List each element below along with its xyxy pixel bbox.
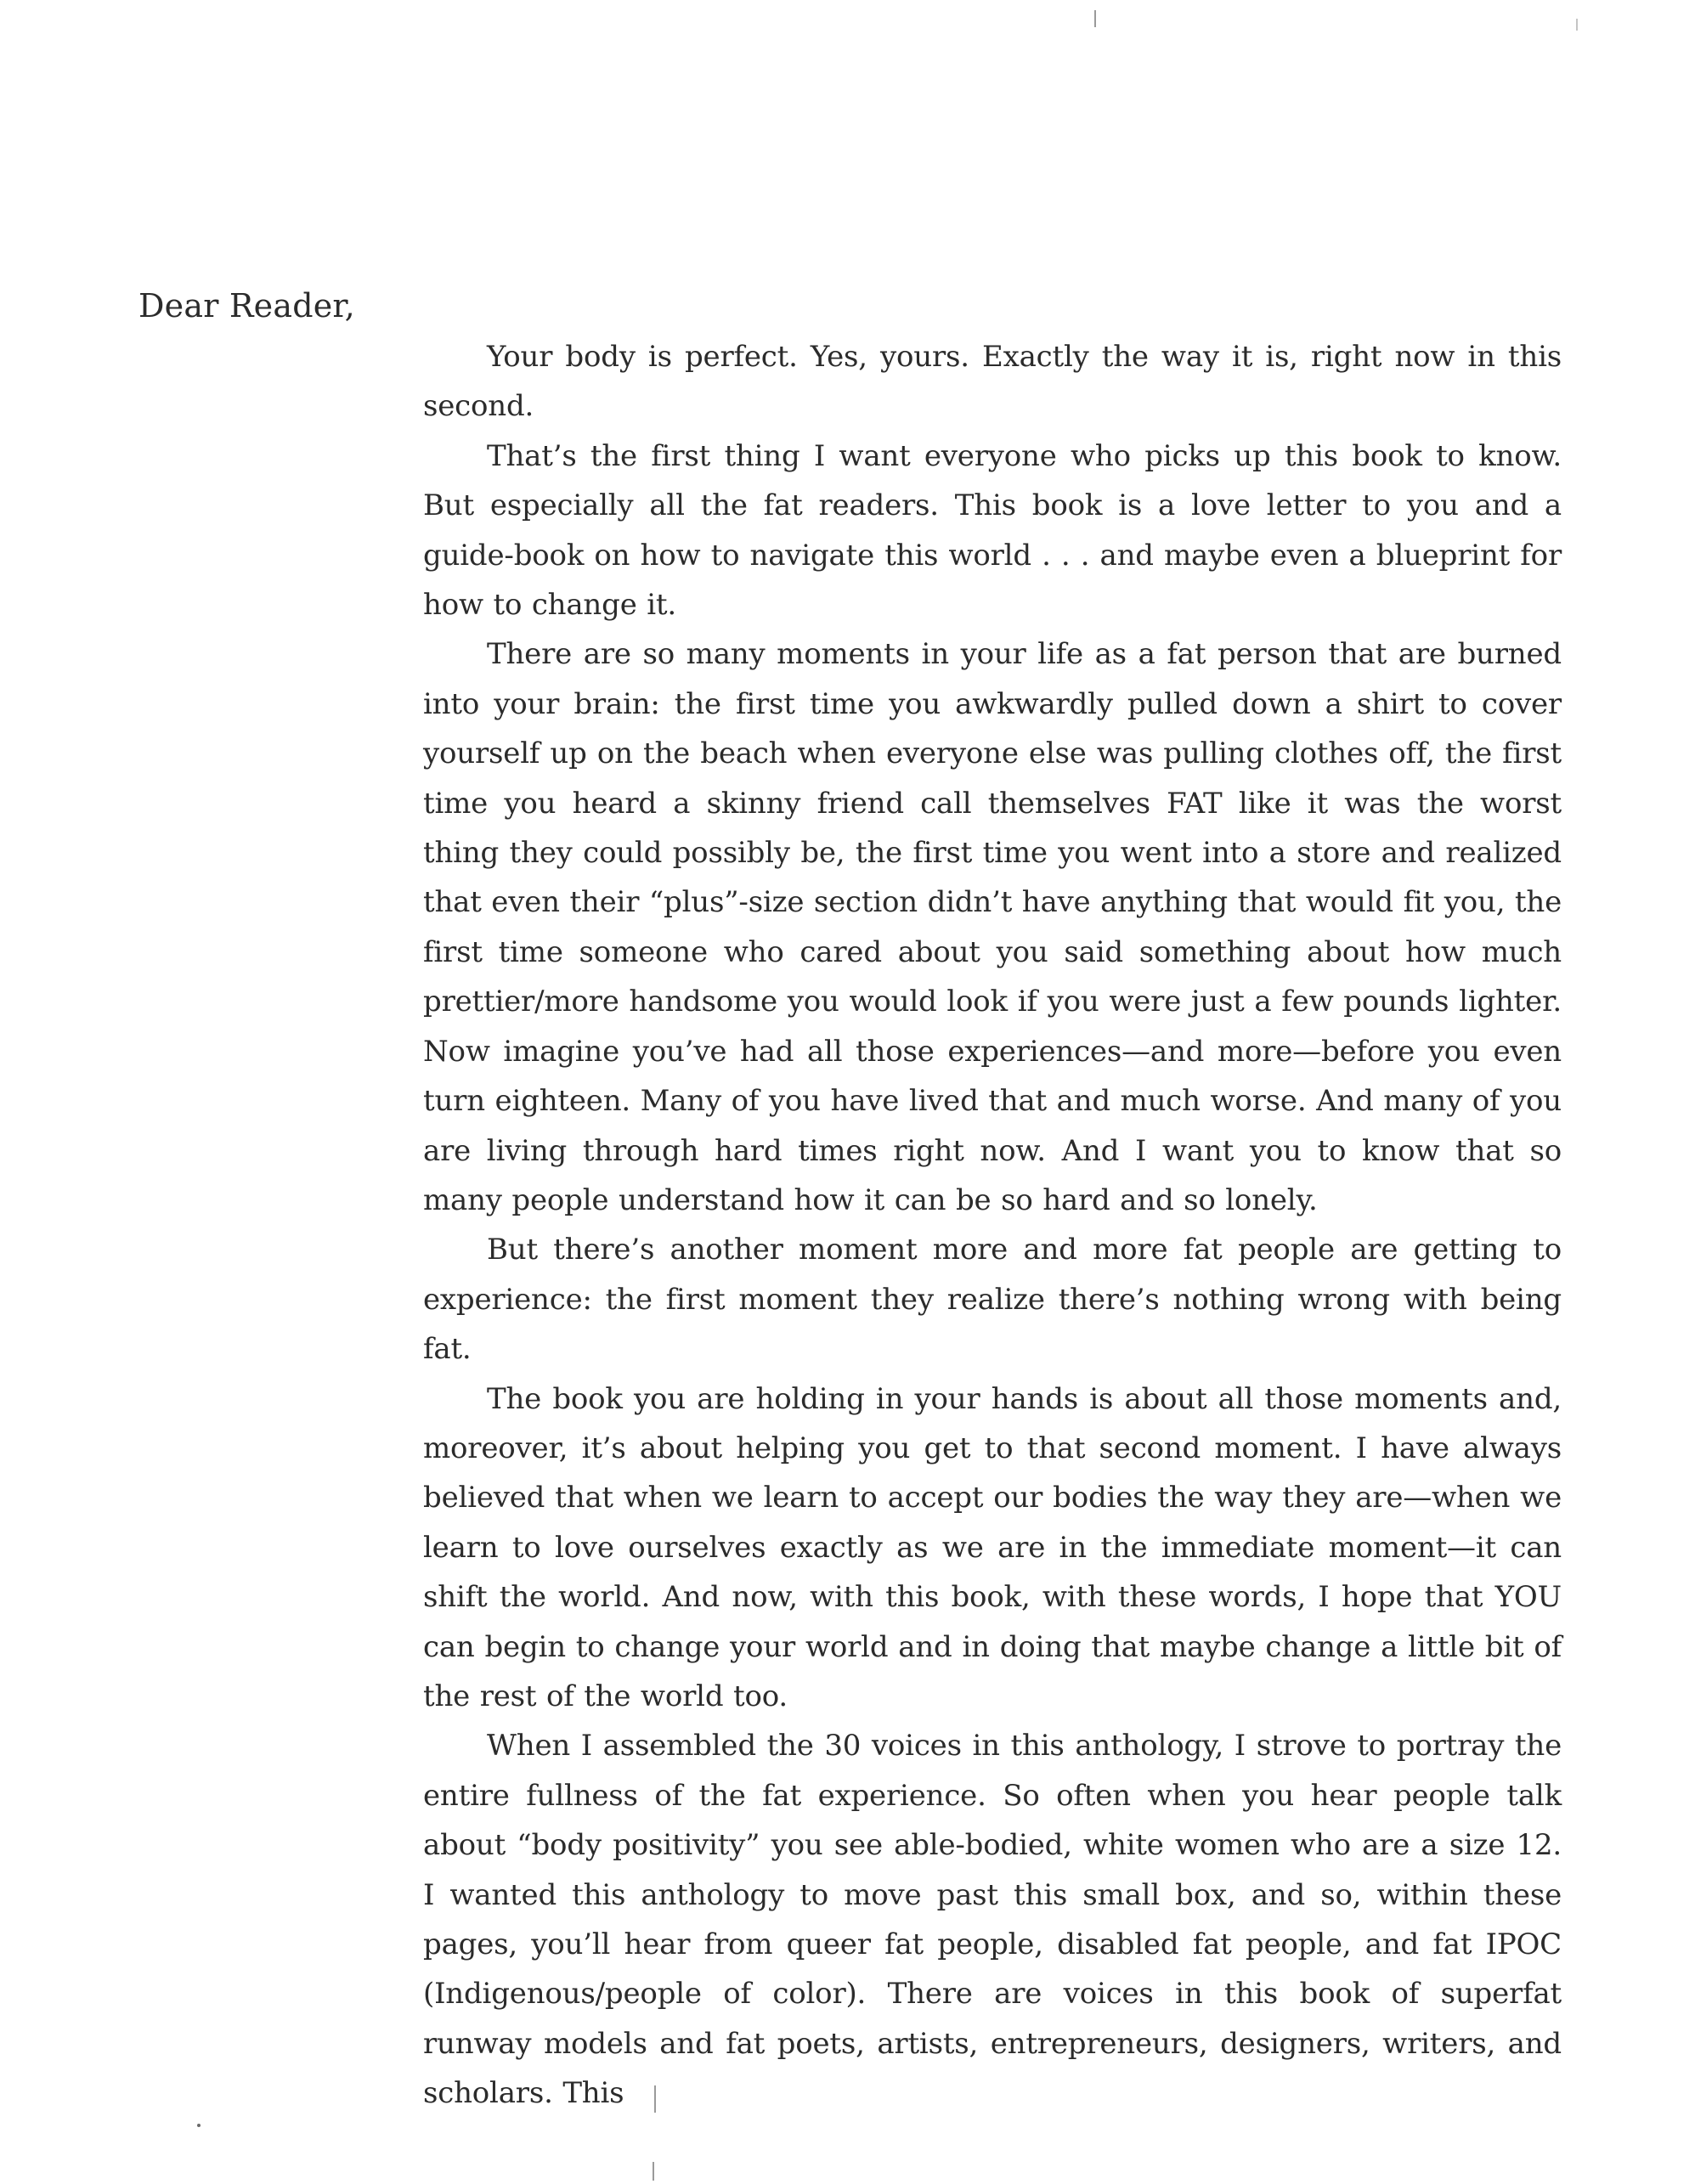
paragraph: That’s the first thing I want everyone who picks up this book to know. But especially all the fat readers. This book is a love letter to you and a guide-book on how to navigate this world . . . and maybe even a blueprint for how to change it.	[423, 438, 1562, 623]
salutation: Dear Reader,	[138, 287, 355, 324]
letter-body	[423, 332, 1562, 2119]
scan-speck	[197, 2124, 201, 2127]
paragraph: When I assembled the 30 voices in this anthology, I strove to portray the entire fullness of the fat experience. So often when you hear people talk about “body positivity” you see able-bodied, white women who are a size 12. I wanted this anthology to move past this small box, and so, within these pages, you’ll hear from queer fat people, disabled fat people, and fat IPOC (Indigenous/people of color). There are voices in this book of superfat runway models and fat poets, artists, entrepreneurs, designers, writers, and scholars. This	[423, 1729, 1562, 2111]
scan-speck	[1094, 10, 1096, 27]
scan-speck	[653, 2162, 654, 2181]
paragraph: The book you are holding in your hands is about all those moments and, moreover, it’s about helping you get to that second moment. I have always believed that when we learn to accept our bodies the way they are—when we learn to love ourselves exactly as we are in the immediate moment—it can shift the world. And now, with this book, with these words, I hope that YOU can begin to change your world and in doing that maybe change a little bit of the rest of the world too.	[423, 1381, 1562, 1713]
paragraph: Your body is perfect. Yes, yours. Exactly the way it is, right now in this second.	[423, 340, 1562, 424]
paragraph: There are so many moments in your life as a fat person that are burned into your brain: the first time you awkwardly pulled down a shirt to cover yourself up on the beach when everyone else was pulling clothes off, the first time you heard a skinny friend call themselves FAT like it was the worst thing they could possibly be, the first time you went into a store and realized that even their “plus”-size section didn’t have anything that would fit you, the first time someone who cared about you said something about how much prettier/more handsome you would look if you were just a few pounds lighter. Now imagine you’ve had all those experiences—and more—before you even turn eighteen. Many of you have lived that and much worse. And many of you are living through hard times right now. And I want you to know that so many people understand how it can be so hard and so lonely.	[423, 637, 1562, 1217]
paragraph: But there’s another moment more and more fat people are getting to experience: the first moment they realize there’s nothing wrong with being fat.	[423, 1233, 1562, 1367]
scan-speck	[1576, 19, 1578, 31]
